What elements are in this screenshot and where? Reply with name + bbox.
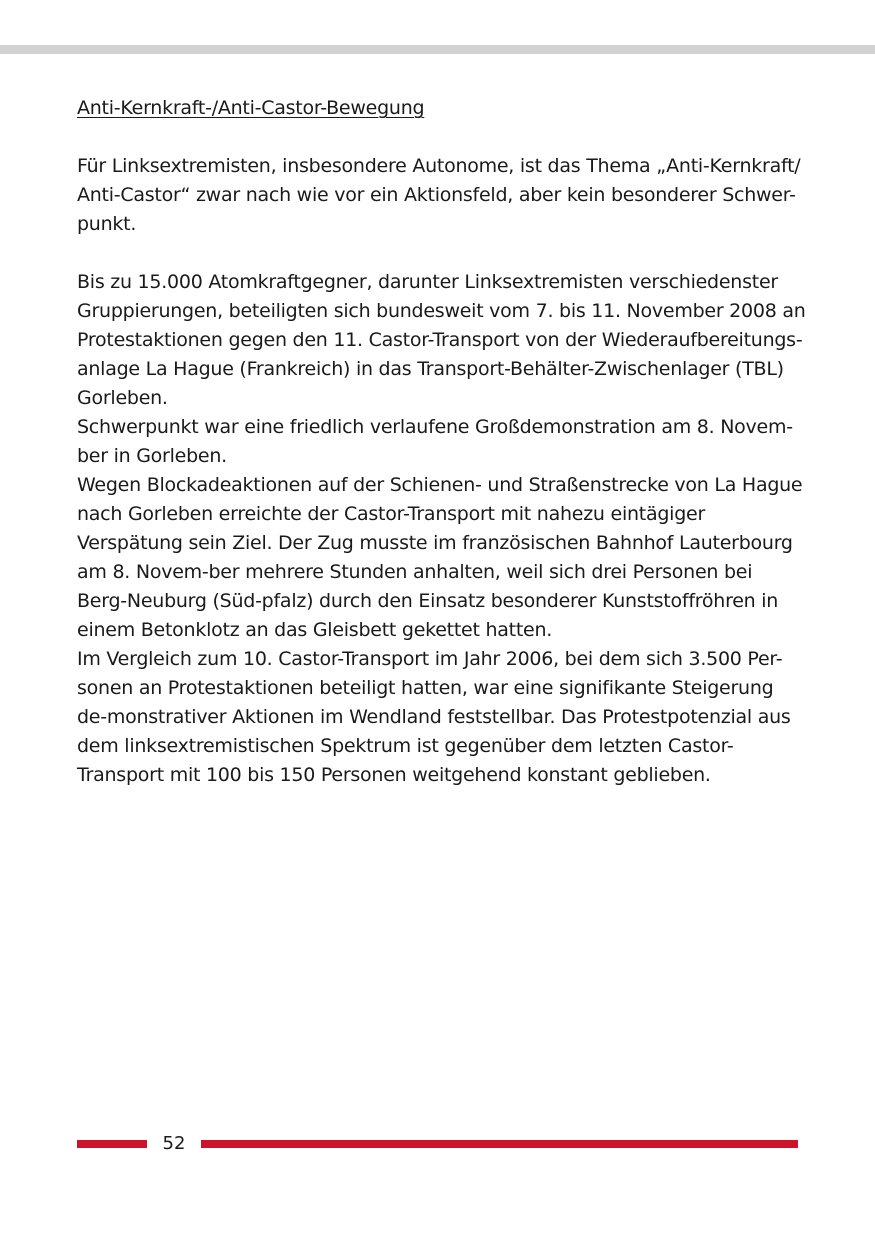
page-content (77, 94, 807, 790)
footer-rule-right (201, 1140, 798, 1148)
paragraph-blockades: Wegen Blockadeaktionen auf der Schienen- und Straßenstrecke von La Hague nach Gorleben erreichte der Castor-Transport mit nahezu eintägiger Verspätung sein Ziel. Der Zug musste im französischen Bahnhof Lauterbourg am 8. Novem-ber mehrere Stunden anhalten, weil sich drei Personen bei Berg-Neuburg (Süd-pfalz) durch den Einsatz besonderer Kunststoffröhren in einem Betonklotz an das Gleisbett gekettet hatten. (77, 474, 803, 641)
footer-rule-left (77, 1140, 147, 1148)
top-divider-bar (0, 45, 875, 54)
paragraph-protest-participants: Bis zu 15.000 Atomkraftgegner, darunter Linksextremisten verschiedenster Gruppierungen, beteiligten sich bundesweit vom 7. bis 11. November 2008 an Protestaktionen gegen den 11. Castor-Transport von der Wiederaufbereitungs-anlage La Hague (Frankreich) in das Transport-Behälter-Zwischenlager (TBL) Gorleben. (77, 271, 806, 409)
paragraph-demonstration: Schwerpunkt war eine friedlich verlaufene Großdemonstration am 8. Novem-ber in Gorleben. (77, 416, 793, 467)
section-heading: Anti-Kernkraft-/Anti-Castor-Bewegung (77, 97, 425, 119)
page-number: 52 (162, 1133, 186, 1154)
paragraph-intro: Für Linksextremisten, insbesondere Autonome, ist das Thema „Anti-Kernkraft/ Anti-Castor“ zwar nach wie vor ein Aktionsfeld, aber kein besonderer Schwer-punkt. (77, 155, 801, 235)
paragraph-comparison: Im Vergleich zum 10. Castor-Transport im Jahr 2006, bei dem sich 3.500 Per-sonen an Protestaktionen beteiligt hatten, war eine signifikante Steigerung de-monstrativer Aktionen im Wendland feststellbar. Das Protestpotenzial aus dem linksextremistischen Spektrum ist gegenüber dem letzten Castor-Transport mit 100 bis 150 Personen weitgehend konstant geblieben. (77, 648, 791, 786)
